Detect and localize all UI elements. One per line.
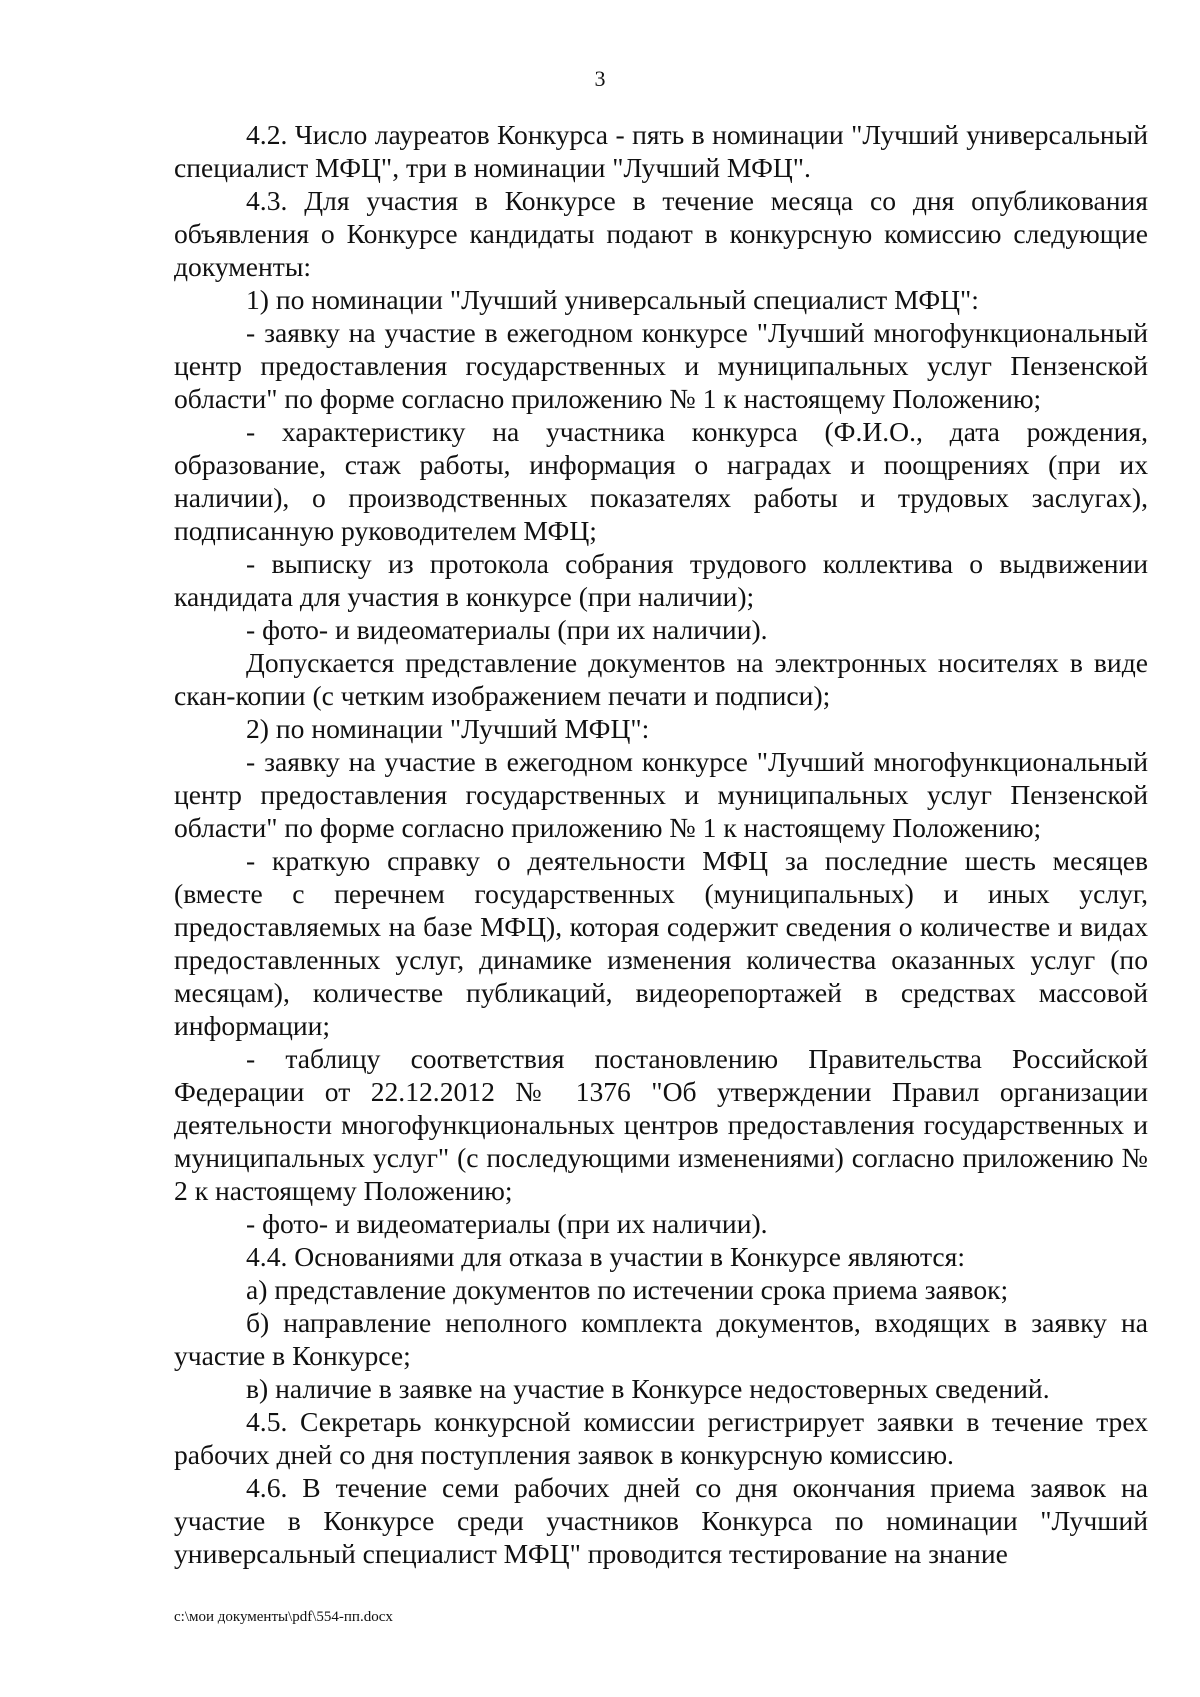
list-item-media-2: - фото- и видеоматериалы (при их наличии).	[246, 1208, 768, 1239]
paragraph-4-3: 4.3. Для участия в Конкурсе в течение месяца со дня опубликования объявления о Конкурсе кандидаты подают в конкурсную комиссию следующие документы:	[174, 185, 1148, 282]
list-item-media: - фото- и видеоматериалы (при их наличии).	[246, 614, 768, 645]
list-item-compliance-table: - таблицу соответствия постановлению Правительства Российской Федерации от 22.12.2012 № 1376 "Об утверждении Правил организации деятельности многофункциональных центров предоставления государственных и муниципальных услуг" (с последующими изменениями) согласно приложению № 2 к настоящему Положению;	[174, 1043, 1148, 1206]
paragraph-4-5: 4.5. Секретарь конкурсной комиссии регистрирует заявки в течение трех рабочих дней со дня поступления заявок в конкурсную комиссию.	[174, 1406, 1148, 1470]
list-item-refusal-c: в) наличие в заявке на участие в Конкурсе недостоверных сведений.	[246, 1373, 1050, 1404]
list-item-refusal-b: б) направление неполного комплекта документов, входящих в заявку на участие в Конкурсе;	[174, 1307, 1148, 1371]
paragraph-4-6: 4.6. В течение семи рабочих дней со дня окончания приема заявок на участие в Конкурсе среди участников Конкурса по номинации "Лучший универсальный специалист МФЦ" проводится тестирование на знание	[174, 1472, 1148, 1569]
paragraph-4-4: 4.4. Основаниями для отказа в участии в Конкурсе являются:	[246, 1241, 965, 1272]
footer-file-path: c:\мои документы\pdf\554-пп.docx	[174, 1609, 393, 1625]
list-item-application: - заявку на участие в ежегодном конкурсе "Лучший многофункциональный центр предоставления государственных и муниципальных услуг Пензенской области" по форме согласно приложению № 1 к настоящему Положению;	[174, 317, 1148, 414]
list-item-protocol-extract: - выписку из протокола собрания трудового коллектива о выдвижении кандидата для участия в конкурсе (при наличии);	[174, 548, 1148, 612]
paragraph-nomination-1: 1) по номинации "Лучший универсальный специалист МФЦ":	[246, 284, 979, 315]
list-item-characteristic: - характеристику на участника конкурса (Ф.И.О., дата рождения, образование, стаж работы, информация о наградах и поощрениях (при их наличии), о производственных показателях работы и трудовых заслугах), подписанную руководителем МФЦ;	[174, 416, 1148, 546]
list-item-activity-summary: - краткую справку о деятельности МФЦ за последние шесть месяцев (вместе с перечнем государственных (муниципальных) и иных услуг, предоставляемых на базе МФЦ), которая содержит сведения о количестве и видах предоставленных услуг, динамике изменения количества оказанных услуг (по месяцам), количестве публикаций, видеорепортажей в средствах массовой информации;	[174, 845, 1148, 1041]
paragraph-electronic-media: Допускается представление документов на электронных носителях в виде скан-копии (с четким изображением печати и подписи);	[174, 647, 1148, 711]
page-number: 3	[594, 66, 606, 91]
paragraph-4-2: 4.2. Число лауреатов Конкурса - пять в номинации "Лучший универсальный специалист МФЦ", три в номинации "Лучший МФЦ".	[174, 119, 1148, 183]
paragraph-nomination-2: 2) по номинации "Лучший МФЦ":	[246, 713, 650, 744]
list-item-refusal-a: а) представление документов по истечении срока приема заявок;	[246, 1274, 1009, 1305]
list-item-application-2: - заявку на участие в ежегодном конкурсе "Лучший многофункциональный центр предоставления государственных и муниципальных услуг Пензенской области" по форме согласно приложению № 1 к настоящему Положению;	[174, 746, 1148, 843]
document-body	[174, 118, 1148, 1570]
